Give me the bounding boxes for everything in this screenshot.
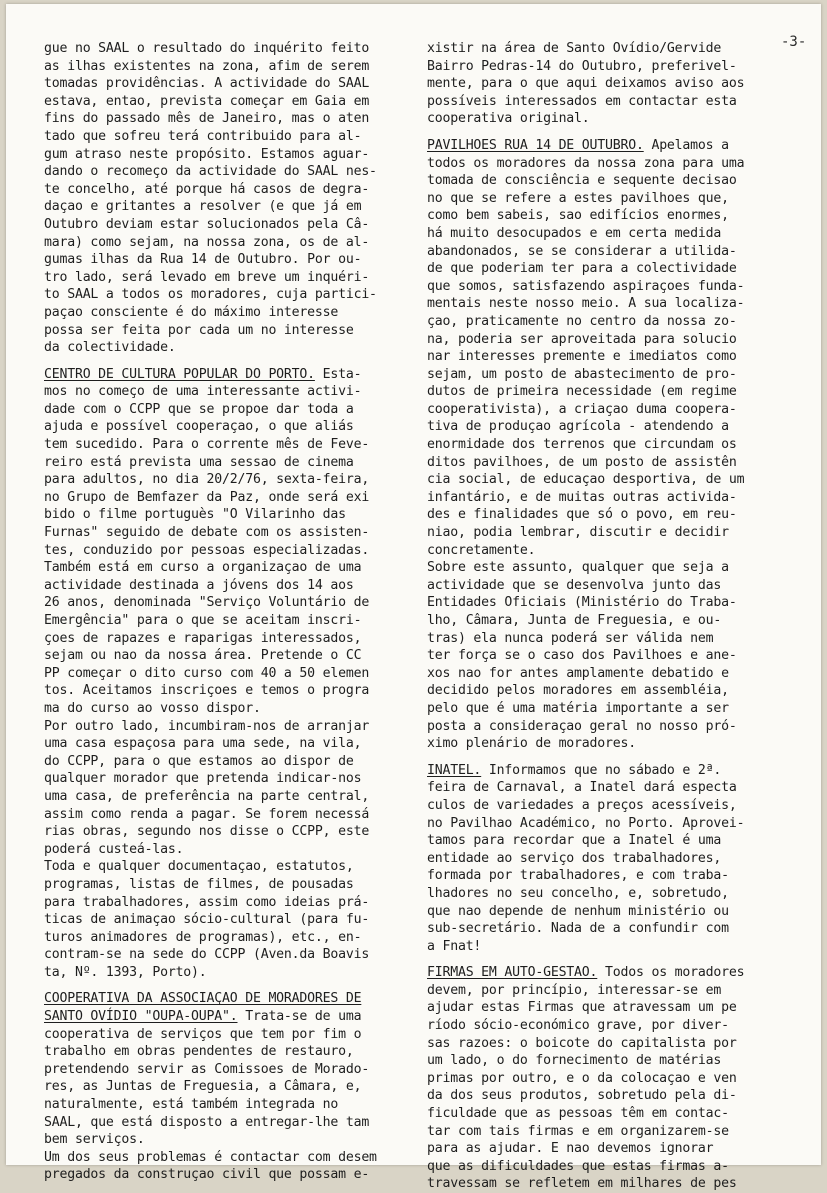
text-line: tes, conduzido por pessoas especializadas. bbox=[44, 542, 370, 558]
text-line: actividade destinada a jóvens dos 14 aos bbox=[44, 577, 354, 593]
text-span: Trata-se de uma bbox=[237, 1009, 362, 1025]
text-line: rias obras, segundo nos disse o CCPP, este bbox=[44, 824, 370, 840]
text-line: Também está em curso a organizaçao de uma bbox=[44, 560, 362, 576]
text-line: sejam, um posto de abastecimento de pro- bbox=[427, 366, 737, 382]
text-line: devem, por princípio, interessar-se em bbox=[427, 982, 722, 998]
text-line: há muito desocupados e em certa medida bbox=[427, 225, 722, 241]
text-line: Outubro deviam estar solucionados pela Câ- bbox=[44, 216, 370, 232]
paragraph-gap bbox=[427, 128, 802, 137]
text-line: gue no SAAL o resultado do inquérito feito bbox=[44, 41, 370, 56]
text-line: cooperativa de serviços que tem por fim o bbox=[44, 1026, 362, 1042]
text-line: ticas de animaçao sócio-cultural (para fu- bbox=[44, 912, 370, 928]
text-line: lhadores no seu concelho, e, sobretudo, bbox=[427, 885, 729, 901]
article-heading: SANTO OVÍDIO "OUPA-OUPA". bbox=[44, 1009, 238, 1025]
text-line: ma do curso ao vosso dispor. bbox=[44, 700, 261, 716]
text-line: programas, listas de filmes, de pousadas bbox=[44, 876, 354, 892]
article-pavilhoes-rua-14-de-outubro bbox=[427, 137, 802, 753]
text-line: uma casa, de preferência na parte central, bbox=[44, 788, 370, 804]
text-line: daçao e gritantes a resolver (e que já em bbox=[44, 199, 362, 215]
text-line: formada por trabalhadores, e com traba- bbox=[427, 868, 729, 884]
text-line: tar com tais firmas e em organizarem-se bbox=[427, 1123, 729, 1139]
text-line: res, as Juntas de Freguesia, a Câmara, e, bbox=[44, 1079, 362, 1095]
text-line: ajudar estas Firmas que atravessam um pe bbox=[427, 1000, 737, 1016]
text-line: paçao consciente é do máximo interesse bbox=[44, 304, 339, 320]
text-line: tem sucedido. Para o corrente mês de Feve- bbox=[44, 437, 370, 453]
text-line: sas razoes: o boicote do capitalista por bbox=[427, 1035, 737, 1051]
text-line: reiro está prevista uma sessao de cinema bbox=[44, 454, 354, 470]
article-heading: CENTRO DE CULTURA POPULAR DO PORTO. bbox=[44, 366, 315, 382]
article-cooperativa-da-associacao-de-moradores-d bbox=[44, 990, 416, 1184]
text-line: no que se refere a estes pavilhoes que, bbox=[427, 190, 729, 206]
text-line: ta, Nº. 1393, Porto). bbox=[44, 964, 207, 980]
text-line: to SAAL a todos os moradores, cuja partici- bbox=[44, 287, 377, 303]
text-line: bido o filme portuguès "O Vilarinho das bbox=[44, 507, 346, 523]
text-line: Entidades Oficiais (Ministério do Traba- bbox=[427, 595, 737, 611]
text-line: feira de Carnaval, a Inatel dará especta bbox=[427, 780, 737, 796]
text-line: que as dificuldades que estas firmas a- bbox=[427, 1158, 729, 1174]
article-heading: FIRMAS EM AUTO-GESTAO. bbox=[427, 965, 598, 981]
text-line: dutos de primeira necessidade (em regime bbox=[427, 384, 737, 400]
text-line: Emergência" para o que se aceitam inscri- bbox=[44, 613, 362, 628]
text-line: enormidade dos terrenos que circundam os bbox=[427, 437, 737, 453]
text-line: contram-se na sede do CCPP (Aven.da Boavis bbox=[44, 947, 370, 963]
article-continuation bbox=[44, 40, 416, 357]
text-line: pelo que é uma matéria importante a ser bbox=[427, 700, 729, 716]
text-line: Toda e qualquer documentaçao, estatutos, bbox=[44, 859, 354, 875]
text-line bbox=[44, 366, 416, 384]
text-line: um lado, o do fornecimento de matérias bbox=[427, 1053, 722, 1069]
text-line: cia social, de educaçao desportiva, de um bbox=[427, 472, 745, 488]
text-line: tiva de produçao agrícola - atendendo a bbox=[427, 419, 729, 435]
text-line: çoes de rapazes e raparigas interessados, bbox=[44, 630, 362, 646]
text-line: tro lado, será levado em breve um inquéri- bbox=[44, 269, 370, 285]
text-line: cooperativa original. bbox=[427, 111, 590, 127]
paragraph-gap bbox=[44, 981, 416, 990]
article-heading: INATEL. bbox=[427, 762, 482, 778]
text-line: para adultos, no dia 20/2/76, sexta-feira, bbox=[44, 472, 370, 488]
text-line bbox=[44, 1008, 416, 1026]
paragraph-gap bbox=[427, 753, 802, 762]
text-line: çao, praticamente no centro da nossa zo- bbox=[427, 313, 737, 329]
text-line: nar interesses premente e imediatos como bbox=[427, 349, 737, 365]
text-line: as ilhas existentes na zona, afim de serem bbox=[44, 58, 370, 74]
text-line: tomadas providências. A actividade do SAAL bbox=[44, 76, 370, 92]
text-line: ximo plenário de moradores. bbox=[427, 736, 636, 752]
text-line: que somos, satisfazendo aspiraçoes funda- bbox=[427, 278, 745, 294]
text-line: a Fnat! bbox=[427, 938, 482, 954]
text-line bbox=[427, 137, 802, 155]
text-line: Bairro Pedras-14 do Outubro, preferivel- bbox=[427, 58, 737, 74]
text-line: decidido pelos moradores em assembléia, bbox=[427, 683, 729, 699]
text-line: Um dos seus problemas é contactar com desem bbox=[44, 1149, 377, 1165]
text-line: Por outro lado, incumbiram-nos de arranjar bbox=[44, 718, 370, 734]
text-line: infantário, e de muitas outras activida- bbox=[427, 489, 737, 505]
text-line: 26 anos, denominada "Serviço Voluntário de bbox=[44, 595, 370, 611]
text-line: de que poderiam ter para a colectividade bbox=[427, 261, 737, 277]
text-line: ajuda e possível cooperaçao, o que aliás bbox=[44, 419, 354, 435]
text-line: primas por outro, e o da colocaçao e ven bbox=[427, 1070, 737, 1086]
text-line: abandonados, se se considerar a utilida- bbox=[427, 243, 737, 259]
article-centro-de-cultura-popular-do-porto bbox=[44, 366, 416, 982]
text-line: que nao depende de nenhum ministério ou bbox=[427, 903, 729, 919]
article-heading: COOPERATIVA DA ASSOCIAÇAO DE MORADORES DE bbox=[44, 991, 362, 1007]
text-line: PP começar o dito curso com 40 a 50 elemen bbox=[44, 665, 370, 681]
paragraph-gap bbox=[44, 357, 416, 366]
text-line: SAAL, que está disposto a entregar-lhe tam bbox=[44, 1114, 370, 1130]
text-line: para trabalhadores, assim como ideias prá- bbox=[44, 894, 370, 910]
text-line: ditos pavilhoes, de um posto de assistên bbox=[427, 454, 737, 470]
text-line: ficuldade que as pessoas têm em contac- bbox=[427, 1106, 729, 1122]
text-line bbox=[44, 990, 416, 1008]
text-line: gumas ilhas da Rua 14 de Outubro. Por ou- bbox=[44, 252, 362, 268]
page-number: -3- bbox=[781, 34, 807, 50]
text-line: ter força se o caso dos Pavilhoes e ane- bbox=[427, 648, 737, 664]
text-line: do CCPP, para o que estamos ao dispor de bbox=[44, 753, 354, 769]
text-line: bem serviços. bbox=[44, 1132, 145, 1148]
text-span: Esta- bbox=[314, 366, 362, 382]
text-line: tado que sofreu terá contribuido para al- bbox=[44, 128, 362, 144]
text-line: como bem sabeis, sao edifícios enormes, bbox=[427, 208, 729, 224]
text-line: no Grupo de Bemfazer da Paz, onde será exi bbox=[44, 489, 370, 505]
text-line: pregados da construçao civil que possam e- bbox=[44, 1167, 370, 1183]
text-line: da colectividade. bbox=[44, 340, 176, 356]
text-line: possa ser feita por cada um no interesse bbox=[44, 322, 354, 338]
text-line: travessam se refletem em milhares de pes bbox=[427, 1176, 737, 1192]
text-line: mara) como sejam, na nossa zona, os de al- bbox=[44, 234, 370, 250]
text-line: pretendendo servir as Comissoes de Morado- bbox=[44, 1061, 370, 1077]
text-line: xos nao for antes amplamente debatido e bbox=[427, 665, 729, 681]
text-line: todos os moradores da nossa zona para uma bbox=[427, 155, 745, 171]
text-line: da dos seus produtos, sobretudo pela di- bbox=[427, 1088, 737, 1104]
text-line: gum atraso neste propósito. Estamos aguar- bbox=[44, 146, 370, 162]
text-line: posta a consideraçao geral no nosso pró- bbox=[427, 718, 737, 734]
text-line: ríodo sócio-económico grave, por diver- bbox=[427, 1018, 729, 1034]
text-line bbox=[427, 762, 802, 780]
article-continuation bbox=[427, 40, 802, 128]
text-line: tomada de consciência e sequente decisao bbox=[427, 173, 737, 189]
text-line: sejam ou nao da nossa área. Pretende o CC bbox=[44, 648, 362, 664]
text-line: para as ajudar. E nao devemos ignorar bbox=[427, 1141, 714, 1157]
text-line: turos animadores de programas), etc., en- bbox=[44, 929, 362, 945]
text-line: qualquer morador que pretenda indicar-nos bbox=[44, 771, 362, 787]
right-column bbox=[427, 40, 802, 1193]
text-line: Furnas" seguido de debate com os assisten- bbox=[44, 525, 370, 541]
text-line: dade com o CCPP que se propoe dar toda a bbox=[44, 401, 354, 417]
text-line: des e finalidades que só o povo, em reu- bbox=[427, 507, 737, 523]
text-line: lho, Câmara, Junta de Freguesia, e ou- bbox=[427, 613, 722, 628]
text-line: tamos para recordar que a Inatel é uma bbox=[427, 833, 722, 849]
text-span: Informamos que no sábado e 2ª. bbox=[481, 762, 722, 778]
text-line: entidade ao serviço dos trabalhadores, bbox=[427, 850, 722, 866]
text-span: Todos os moradores bbox=[597, 965, 745, 981]
text-line: poderá custeá-las. bbox=[44, 841, 184, 857]
text-line: concretamente. bbox=[427, 542, 536, 558]
text-line: uma casa espaçosa para uma sede, na vila, bbox=[44, 736, 362, 752]
text-line: dando o recomeço da actividade do SAAL nes- bbox=[44, 164, 377, 180]
article-heading: PAVILHOES RUA 14 DE OUTUBRO. bbox=[427, 137, 644, 153]
text-line: trabalho em obras pendentes de restauro, bbox=[44, 1044, 354, 1060]
paragraph-gap bbox=[427, 955, 802, 964]
text-line: naturalmente, está também integrada no bbox=[44, 1097, 339, 1113]
text-line: mente, para o que aqui deixamos aviso aos bbox=[427, 76, 745, 92]
text-line: possíveis interessados em contactar esta bbox=[427, 93, 737, 109]
text-line: culos de variedades a preços acessíveis, bbox=[427, 797, 737, 813]
text-line: tras) ela nunca poderá ser válida nem bbox=[427, 630, 714, 646]
document-page bbox=[6, 4, 821, 1192]
text-line: fins do passado mês de Janeiro, mas o aten bbox=[44, 111, 370, 127]
left-column bbox=[44, 40, 416, 1184]
text-line: Sobre este assunto, qualquer que seja a bbox=[427, 560, 729, 576]
text-line: estava, entao, prevista começar em Gaia em bbox=[44, 93, 370, 109]
text-line: mos no começo de uma interessante activi- bbox=[44, 384, 362, 400]
text-line: sub-secretário. Nada de a confundir com bbox=[427, 921, 729, 937]
text-line: na, poderia ser aproveitada para solucio bbox=[427, 331, 737, 347]
text-line: cooperativista), a criaçao duma coopera- bbox=[427, 401, 737, 417]
text-line bbox=[427, 964, 802, 982]
text-line: no Pavilhao Académico, no Porto. Aprovei- bbox=[427, 815, 745, 831]
text-line: te concelho, até porque há casos de degra- bbox=[44, 181, 370, 197]
text-line: tos. Aceitamos inscriçoes e temos o progra bbox=[44, 683, 370, 699]
article-inatel bbox=[427, 762, 802, 956]
article-firmas-em-auto-gestao bbox=[427, 964, 802, 1193]
text-line: actividade que se desenvolva junto das bbox=[427, 577, 722, 593]
text-line: mentais neste nosso meio. A sua localiza- bbox=[427, 296, 745, 312]
text-line: xistir na área de Santo Ovídio/Gervide bbox=[427, 41, 722, 56]
text-span: Apelamos a bbox=[643, 137, 729, 153]
text-line: assim como renda a pagar. Se forem necessá bbox=[44, 806, 370, 822]
text-line: niao, podia lembrar, discutir e decidir bbox=[427, 525, 729, 541]
